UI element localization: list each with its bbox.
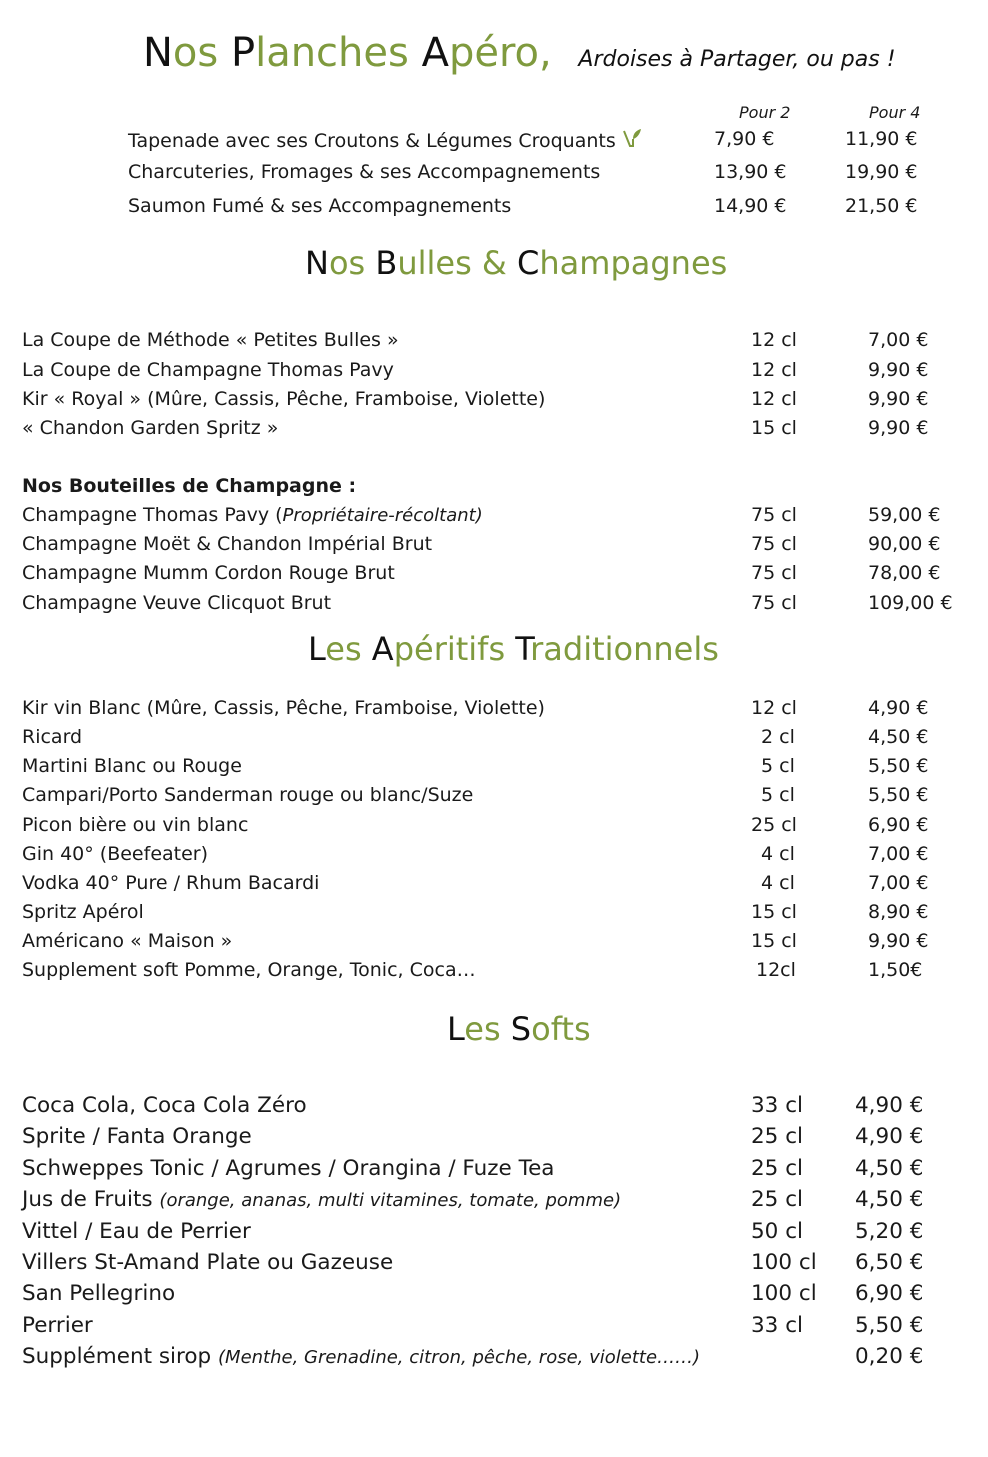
item-name: Champagne Mumm Cordon Rouge Brut bbox=[22, 562, 395, 584]
item-name: Vodka 40° Pure / Rhum Bacardi bbox=[22, 872, 320, 894]
title-initial: B bbox=[375, 244, 398, 282]
item-volume: 75 cl bbox=[751, 504, 797, 526]
item-name: Coca Cola, Coca Cola Zéro bbox=[22, 1093, 307, 1118]
title-part: es bbox=[325, 630, 372, 668]
planche-row bbox=[0, 160, 988, 184]
item-volume: 33 cl bbox=[751, 1313, 803, 1338]
item-name: Martini Blanc ou Rouge bbox=[22, 755, 242, 777]
item-volume: 100 cl bbox=[751, 1250, 817, 1275]
item-name bbox=[22, 503, 483, 528]
item-volume: 25 cl bbox=[751, 814, 797, 836]
menu-row bbox=[0, 1123, 988, 1151]
item-price: 78,00 € bbox=[868, 562, 941, 584]
menu-row bbox=[0, 813, 988, 837]
item-name: San Pellegrino bbox=[22, 1281, 176, 1306]
item-name: Ricard bbox=[22, 726, 83, 748]
item-price: 4,90 € bbox=[868, 697, 929, 719]
item-note: (orange, ananas, multi vitamines, tomate, pomme) bbox=[159, 1190, 622, 1211]
item-name-text: Supplément sirop bbox=[22, 1344, 219, 1369]
item-volume: 25 cl bbox=[751, 1124, 803, 1149]
item-name: Spritz Apérol bbox=[22, 901, 144, 923]
col-header-pour4: Pour 4 bbox=[869, 103, 921, 122]
item-price: 7,00 € bbox=[868, 843, 929, 865]
item-volume: 5 cl bbox=[761, 755, 795, 777]
price-pour4: 21,50 € bbox=[845, 195, 918, 217]
item-name: Champagne Veuve Clicquot Brut bbox=[22, 592, 332, 614]
title-part: péro, bbox=[448, 30, 552, 76]
item-volume: 75 cl bbox=[751, 592, 797, 614]
title-part: hampagnes bbox=[539, 244, 728, 282]
title-part: péritifs bbox=[393, 630, 516, 668]
price-pour2: 13,90 € bbox=[714, 161, 787, 183]
item-volume: 15 cl bbox=[751, 417, 797, 439]
menu-row bbox=[0, 503, 988, 527]
item-name: Gin 40° (Beefeater) bbox=[22, 843, 209, 865]
menu-row bbox=[0, 958, 988, 982]
item-name: Picon bière ou vin blanc bbox=[22, 814, 249, 836]
menu-row bbox=[0, 871, 988, 895]
item-volume: 50 cl bbox=[751, 1219, 803, 1244]
title-part: os bbox=[172, 30, 231, 76]
menu-row bbox=[0, 387, 988, 411]
title-initial: A bbox=[421, 30, 449, 76]
price-pour4: 11,90 € bbox=[845, 128, 918, 150]
planche-name: Charcuteries, Fromages & ses Accompagnements bbox=[128, 161, 601, 183]
item-price: 4,50 € bbox=[855, 1156, 924, 1181]
item-volume: 25 cl bbox=[751, 1187, 803, 1212]
item-price: 9,90 € bbox=[868, 388, 929, 410]
title-part: ofts bbox=[531, 1010, 591, 1048]
item-volume: 4 cl bbox=[761, 872, 795, 894]
item-price: 4,90 € bbox=[855, 1124, 924, 1149]
menu-row bbox=[0, 696, 988, 720]
menu-row bbox=[0, 1343, 988, 1371]
item-name: Kir « Royal » (Mûre, Cassis, Pêche, Framboise, Violette) bbox=[22, 388, 546, 410]
menu-row bbox=[0, 1186, 988, 1214]
item-price: 9,90 € bbox=[868, 930, 929, 952]
item-price: 9,90 € bbox=[868, 417, 929, 439]
item-volume: 75 cl bbox=[751, 533, 797, 555]
item-name-text: Jus de Fruits bbox=[22, 1187, 160, 1212]
title-initial: P bbox=[230, 30, 256, 76]
item-price: 4,50 € bbox=[868, 726, 929, 748]
planches-title bbox=[143, 30, 564, 76]
item-price: 109,00 € bbox=[868, 592, 953, 614]
item-volume: 12 cl bbox=[751, 388, 797, 410]
item-note: Propriétaire-récoltant) bbox=[282, 505, 483, 526]
item-price: 7,00 € bbox=[868, 872, 929, 894]
title-initial: S bbox=[510, 1010, 532, 1048]
menu-row bbox=[0, 1155, 988, 1183]
menu-row bbox=[0, 842, 988, 866]
item-volume: 15 cl bbox=[751, 930, 797, 952]
planches-title-line bbox=[143, 30, 896, 86]
item-price: 5,50 € bbox=[855, 1313, 924, 1338]
title-part: os bbox=[328, 244, 376, 282]
menu-row bbox=[0, 328, 988, 352]
menu-row bbox=[0, 532, 988, 556]
item-volume: 33 cl bbox=[751, 1093, 803, 1118]
item-volume: 12 cl bbox=[751, 697, 797, 719]
item-name: Perrier bbox=[22, 1313, 93, 1338]
item-name bbox=[22, 1186, 621, 1215]
item-price: 5,20 € bbox=[855, 1219, 924, 1244]
item-name: Campari/Porto Sanderman rouge ou blanc/Suze bbox=[22, 784, 474, 806]
item-price: 4,90 € bbox=[855, 1093, 924, 1118]
title-initial: L bbox=[308, 630, 326, 668]
menu-row bbox=[0, 1249, 988, 1277]
menu-row bbox=[0, 1092, 988, 1120]
item-price: 90,00 € bbox=[868, 533, 941, 555]
item-note: (Menthe, Grenadine, citron, pêche, rose, violette……) bbox=[218, 1347, 701, 1368]
item-volume: 12cl bbox=[756, 959, 796, 981]
item-volume: 25 cl bbox=[751, 1156, 803, 1181]
bottles-heading-text: Nos Bouteilles de Champagne : bbox=[22, 475, 357, 497]
item-price: 6,90 € bbox=[868, 814, 929, 836]
menu-row bbox=[0, 1218, 988, 1246]
item-price: 6,90 € bbox=[855, 1281, 924, 1306]
title-initial: N bbox=[143, 30, 173, 76]
item-price: 7,00 € bbox=[868, 329, 929, 351]
item-name: Américano « Maison » bbox=[22, 930, 233, 952]
menu-row bbox=[0, 1280, 988, 1308]
item-price: 5,50 € bbox=[868, 784, 929, 806]
menu-row bbox=[0, 929, 988, 953]
item-volume: 12 cl bbox=[751, 329, 797, 351]
item-name: Villers St-Amand Plate ou Gazeuse bbox=[22, 1250, 394, 1275]
item-price: 9,90 € bbox=[868, 359, 929, 381]
title-part: lanches bbox=[255, 30, 422, 76]
title-part: ulles & bbox=[397, 244, 518, 282]
item-name: Schweppes Tonic / Agrumes / Orangina / Fuze Tea bbox=[22, 1156, 555, 1181]
item-price: 8,90 € bbox=[868, 901, 929, 923]
price-pour2: 7,90 € bbox=[714, 128, 775, 150]
bottles-heading bbox=[22, 474, 622, 498]
price-pour2: 14,90 € bbox=[714, 195, 787, 217]
planche-name-text: Tapenade avec ses Croutons & Légumes Croquants bbox=[128, 130, 616, 152]
leaf-icon bbox=[622, 127, 642, 155]
title-initial: C bbox=[517, 244, 540, 282]
planche-row bbox=[0, 194, 988, 218]
item-price: 1,50€ bbox=[868, 959, 923, 981]
item-price: 0,20 € bbox=[855, 1344, 924, 1369]
menu-row bbox=[0, 591, 988, 615]
title-initial: A bbox=[371, 630, 394, 668]
item-volume: 4 cl bbox=[761, 843, 795, 865]
menu-row bbox=[0, 783, 988, 807]
item-volume: 15 cl bbox=[751, 901, 797, 923]
menu-row bbox=[0, 358, 988, 382]
item-name bbox=[22, 1343, 700, 1372]
item-name: La Coupe de Champagne Thomas Pavy bbox=[22, 359, 394, 381]
item-volume: 12 cl bbox=[751, 359, 797, 381]
item-name-text: Champagne Thomas Pavy ( bbox=[22, 504, 283, 526]
item-price: 5,50 € bbox=[868, 755, 929, 777]
aperitifs-title bbox=[308, 630, 719, 668]
menu-row bbox=[0, 725, 988, 749]
menu-row bbox=[0, 1312, 988, 1340]
bulles-title bbox=[305, 244, 727, 282]
item-name: « Chandon Garden Spritz » bbox=[22, 417, 279, 439]
item-volume: 2 cl bbox=[761, 726, 795, 748]
item-price: 4,50 € bbox=[855, 1187, 924, 1212]
item-name: Supplement soft Pomme, Orange, Tonic, Coca… bbox=[22, 959, 476, 981]
item-volume: 75 cl bbox=[751, 562, 797, 584]
item-name: Kir vin Blanc (Mûre, Cassis, Pêche, Framboise, Violette) bbox=[22, 697, 545, 719]
item-name: La Coupe de Méthode « Petites Bulles » bbox=[22, 329, 399, 351]
title-part: es bbox=[464, 1010, 511, 1048]
col-header-pour2: Pour 2 bbox=[739, 103, 791, 122]
item-volume: 5 cl bbox=[761, 784, 795, 806]
menu-row bbox=[0, 561, 988, 585]
item-price: 6,50 € bbox=[855, 1250, 924, 1275]
planches-subtitle: Ardoises à Partager, ou pas ! bbox=[578, 47, 896, 72]
item-price: 59,00 € bbox=[868, 504, 941, 526]
title-initial: N bbox=[305, 244, 329, 282]
item-name: Champagne Moët & Chandon Impérial Brut bbox=[22, 533, 433, 555]
item-volume: 100 cl bbox=[751, 1281, 817, 1306]
item-name: Sprite / Fanta Orange bbox=[22, 1124, 252, 1149]
title-initial: T bbox=[515, 630, 531, 668]
menu-row bbox=[0, 754, 988, 778]
title-initial: L bbox=[447, 1010, 465, 1048]
menu-row bbox=[0, 416, 988, 440]
price-pour4: 19,90 € bbox=[845, 161, 918, 183]
softs-title bbox=[447, 1010, 591, 1048]
planche-row bbox=[0, 127, 988, 151]
planche-name: Saumon Fumé & ses Accompagnements bbox=[128, 195, 512, 217]
title-part: raditionnels bbox=[530, 630, 719, 668]
menu-row bbox=[0, 900, 988, 924]
planche-name bbox=[128, 127, 642, 155]
item-name: Vittel / Eau de Perrier bbox=[22, 1219, 251, 1244]
